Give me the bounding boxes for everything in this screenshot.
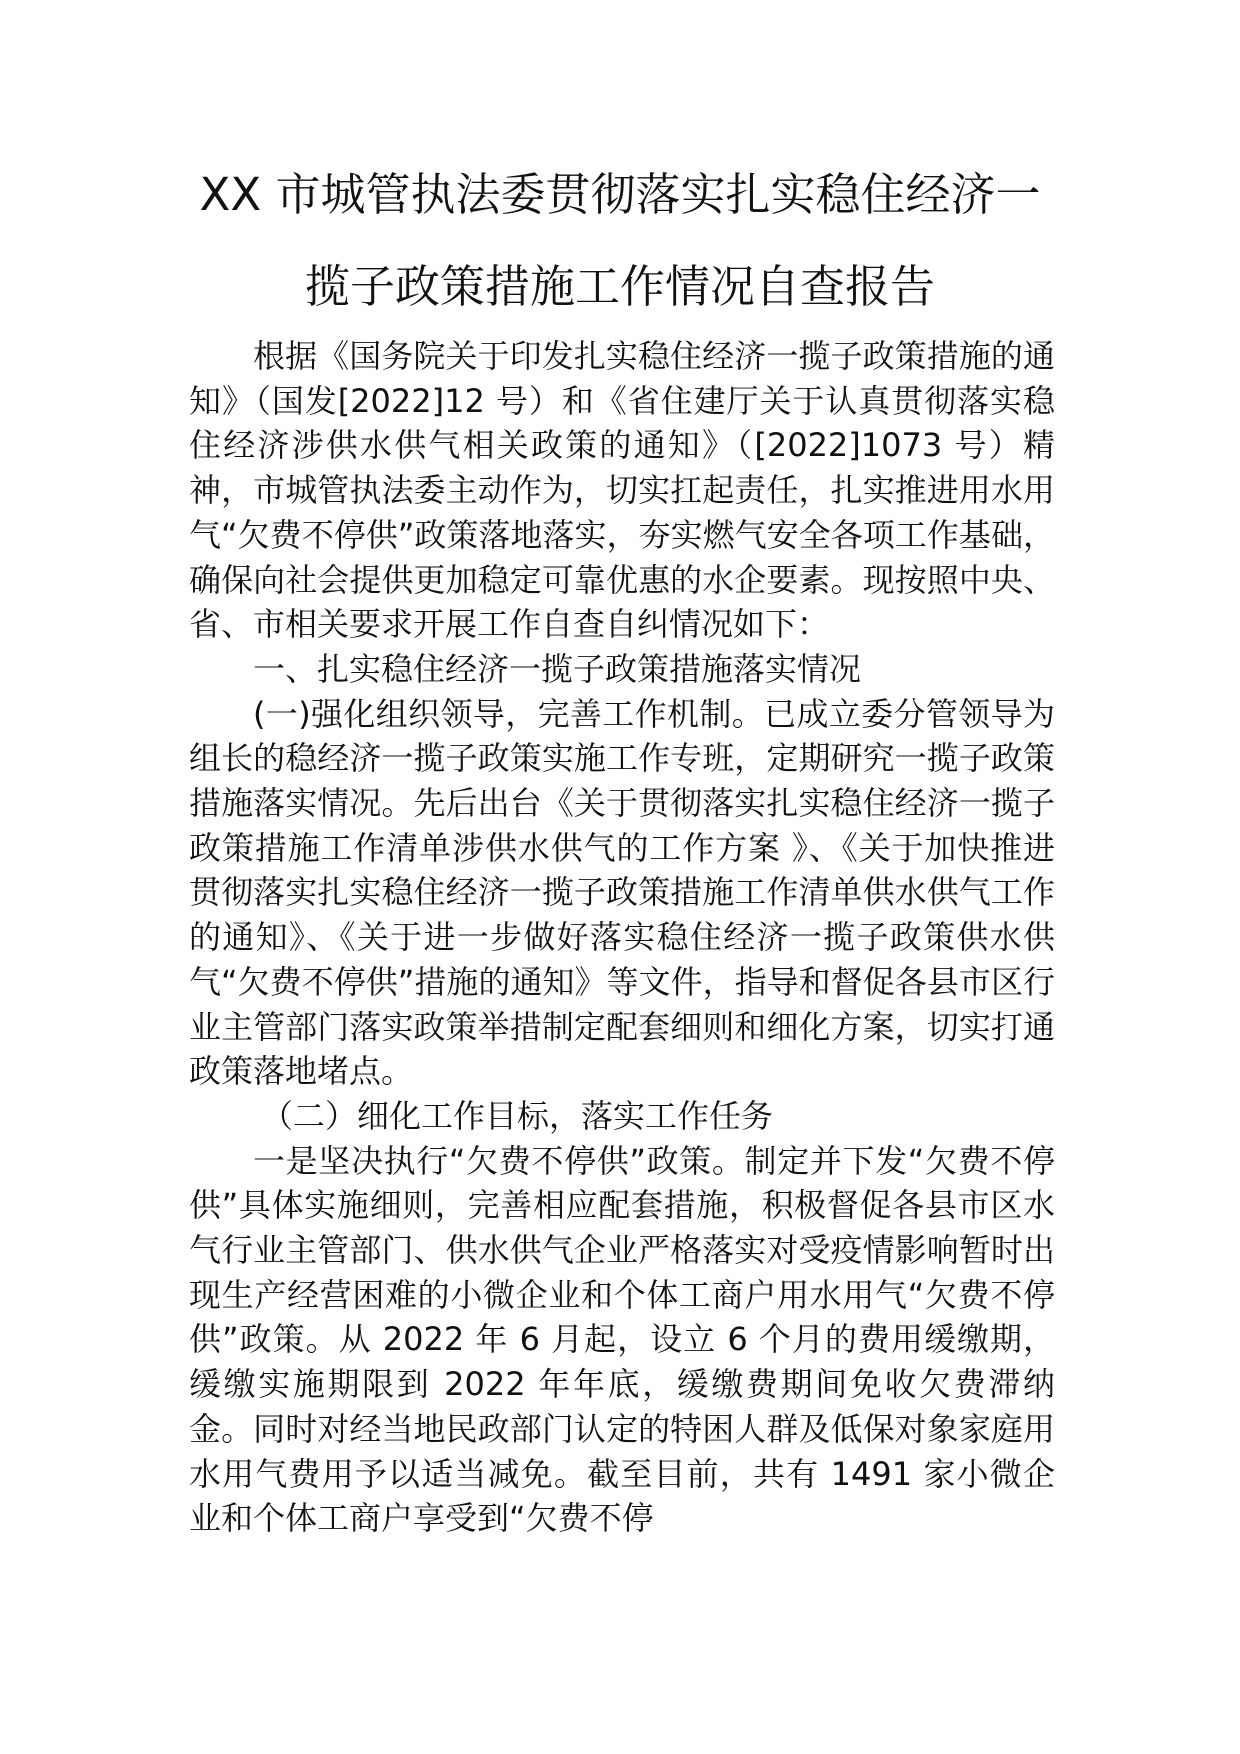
section-1-2-heading: （二）细化工作目标，落实工作任务 (261, 1096, 774, 1135)
section-1-1-paragraph: (一)强化组织领导，完善工作机制。已成立委分管领导为组长的稳经济一揽子政策实施工作专班，定期研究一揽子政策措施落实情况。先后出台《关于贯彻落实扎实稳住经济一揽子政策措施工作清单涉供水供气的工作方案 》、《关于加快推进贯彻落实扎实稳住经济一揽子政策措施工作清单供水供气工作的通知》、《关于进一步做好落实稳住经济一揽子政策供水供气“欠费不停供”措施的通知》等文件，指导和督促各县市区行业主管部门落实政策举措制定配套细则和细化方案，切实打通政策落地堵点。 (189, 694, 1055, 1091)
intro-paragraph: 根据《国务院关于印发扎实稳住经济一揽子政策措施的通知》（国发[2022]12 号）和《省住建厅关于认真贯彻落实稳住经济涉供水供气相关政策的通知》（[2022]1073 号）精神，市城管执法委主动作为，切实扛起责任，扎实推进用水用气“欠费不停供”政策落地落实，夯实燃气安全各项工作基础，确保向社会提供更加稳定可靠优惠的水企要素。现按照中央、省、市相关要求开展工作自查自纠情况如下： (189, 337, 1055, 644)
document-body (189, 334, 1055, 1541)
section-1-2-paragraph: 一是坚决执行“欠费不停供”政策。制定并下发“欠费不停供”具体实施细则，完善相应配套措施，积极督促各县市区水气行业主管部门、供水供气企业严格落实对受疫情影响暂时出现生产经营困难的小微企业和个体工商户用水用气“欠费不停供”政策。从 2022 年 6 月起，设立 6 个月的费用缓缴期，缓缴实施期限到 2022 年年底，缓缴费期间免收欠费滞纳金。同时对经当地民政部门认定的特困人群及低保对象家庭用水用气费用予以适当减免。截至目前，共有 1491 家小微企业和个体工商户享受到“欠费不停 (189, 1141, 1055, 1538)
document-title-line-1: XX 市城管执法委贯彻落实扎实稳住经济一 (199, 168, 1041, 221)
document-title-line-2: 揽子政策措施工作情况自查报告 (304, 260, 935, 313)
section-1-heading: 一、扎实稳住经济一揽子政策措施落实情况 (253, 649, 862, 688)
